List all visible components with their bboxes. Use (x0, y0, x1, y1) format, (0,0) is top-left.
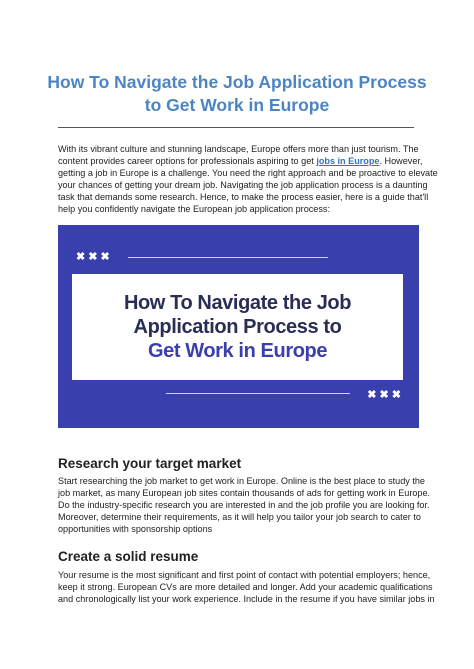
resume-line-2: keep it strong. European CVs are more detailed and longer. Add your academic qualifications (58, 581, 433, 592)
banner-x-marks-bottom-right: ✖ ✖ ✖ (367, 389, 401, 401)
section-paragraph-resume (58, 570, 435, 606)
banner-title-line-3: Get Work in Europe (147, 340, 328, 362)
banner-title-card (72, 274, 403, 380)
banner-title-line-1: How To Navigate the Job (123, 292, 352, 314)
intro-paragraph (58, 144, 438, 215)
title-line-1: How To Navigate the Job Application Process (47, 72, 427, 92)
banner-title-line-2: Application Process to (133, 316, 342, 338)
research-line-1: Start researching the job market to get work in Europe. Online is the best place to study the (58, 476, 425, 486)
banner-line-bottom (166, 393, 350, 394)
research-line-5: opportunities with sponsorship options (58, 523, 213, 534)
research-line-3: Do the industry-specific research you are interested in and the job profile you are looking for. (58, 499, 430, 510)
article-banner-image (58, 225, 419, 428)
section-heading-research: Research your target market (58, 456, 242, 471)
intro-line-3: getting a job in Europe is a challenge. You need the right approach and be proactive to elevate (58, 167, 438, 178)
title-divider (58, 127, 414, 128)
intro-line-2-end: . However, (379, 155, 423, 166)
resume-line-3: and chronologically list your work experience. Include in the resume if you have similar jobs in (58, 593, 435, 604)
intro-line-4: your chances of getting your dream job. Navigating the job application process is a daunting (58, 179, 428, 190)
title-line-2: to Get Work in Europe (144, 95, 330, 115)
section-paragraph-research (58, 476, 431, 536)
section-heading-resume: Create a solid resume (58, 549, 199, 564)
research-line-2: job market, as many European job sites contain thousands of ads for getting work in Europe. (58, 487, 431, 498)
intro-line-2-start: content provides career options for professionals aspiring to get (58, 155, 317, 166)
intro-line-2 (58, 155, 423, 168)
intro-line-6: help you confidently navigate the European job application process: (58, 203, 330, 214)
intro-line-5: task that demands some research. Hence, to make the process easier, here is a guide that'll (58, 191, 429, 202)
resume-line-1: Your resume is the most significant and first point of contact with potential employers; hence, (58, 570, 431, 580)
page-title (40, 71, 434, 117)
jobs-in-europe-link[interactable]: jobs in Europe (316, 155, 380, 166)
banner-x-marks-top-left: ✖ ✖ ✖ (76, 251, 110, 263)
intro-line-1: With its vibrant culture and stunning landscape, Europe offers more than just tourism. The (58, 144, 419, 154)
banner-line-top (128, 257, 328, 258)
research-line-4: Moreover, determine their requirements, as it will help you tailor your job search to cater to (58, 511, 421, 522)
